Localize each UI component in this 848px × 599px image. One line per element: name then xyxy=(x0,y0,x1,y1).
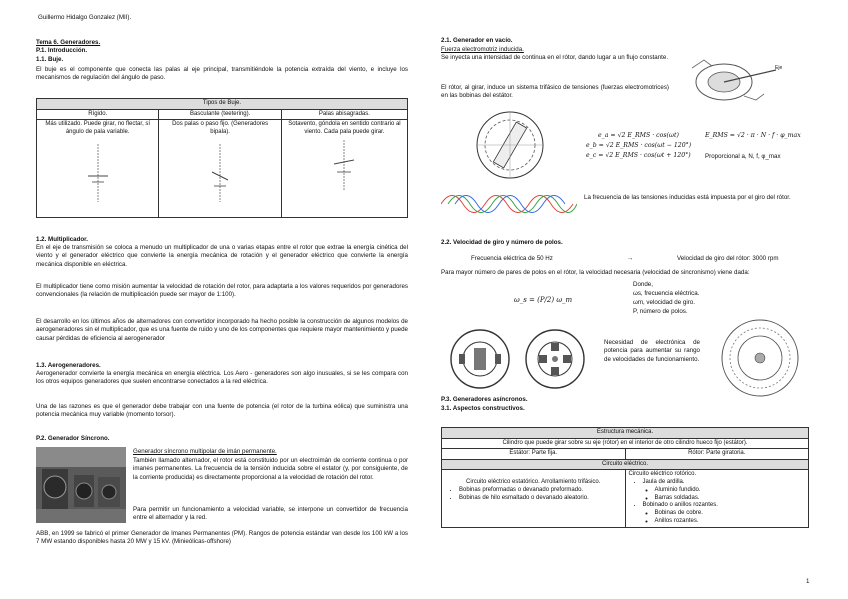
rigid-hub-figure xyxy=(78,142,118,204)
donde-omega-m: ωm, velocidad de giro. xyxy=(633,299,695,306)
section-3-1-heading: 3.1. Aspectos constructivos. xyxy=(441,405,525,412)
rotor-sketch-figure xyxy=(684,48,784,108)
p2-subheading: Generador síncrono multipolar de imán permanente. xyxy=(133,448,277,455)
buje-cell-rigido xyxy=(37,120,159,218)
multiplicador-paragraph-3: El desarrollo en los últimos años de alternadores con convertidor incorporado ha hecho posible la construcción de algunos modelos de aerogeneradores sin el multiplicador, que es una fuente de ruido y uno de los componentes que requiere mayor mantenimiento y puede causar pérdidas de eficiencia al aerogenerador xyxy=(36,318,408,342)
arrow-symbol: → xyxy=(627,255,634,262)
buje-header-abisagradas: Palas abisagradas. xyxy=(281,109,407,120)
bobinado-label: Bobinado o anillos rozantes. xyxy=(642,502,718,509)
page-number: 1 xyxy=(806,578,810,585)
buje-table-title: Tipos de Buje. xyxy=(37,99,408,110)
structure-table-title: Estructura mecánica. xyxy=(442,428,809,439)
equation-ec: e_c = √2 E_RMS · cos(ωt + 120°) xyxy=(586,152,691,159)
section-p2-heading: P.2. Generador Síncrono. xyxy=(36,435,110,442)
electric-frequency-label: Frecuencia eléctrica de 50 Hz xyxy=(471,255,553,262)
anillos-sub-cobre: ◦ Bobinas de cobre. xyxy=(655,510,806,518)
section-p3-heading: P.3. Generadores asíncronos. xyxy=(441,396,528,403)
section-1-3-heading: 1.3. Aerogeneradores. xyxy=(36,362,101,369)
author-header: Guillermo Hidalgo Gonzalez (MII). xyxy=(38,14,132,21)
buje-paragraph: El buje es el componente que conecta las palas al eje principal, transmitiéndole la potencia extraída del viento, e incluye los mecanismos de regulación del ángulo de paso. xyxy=(36,66,408,82)
rotor-item-jaula xyxy=(643,479,806,502)
equation-ea: e_a = √2 E_RMS · cos(ωt) xyxy=(598,132,679,139)
buje-header-rigido: Rígido. xyxy=(37,109,159,120)
buje-cell-rigido-text: Más utilizado. Puede girar, no flectar, sí ángulo de pala variable. xyxy=(45,121,151,135)
vacio-paragraph-2: El rótor, al girar, induce un sistema trifásico de tensiones (fuerzas electromotrices) en las bobinas del estátor. xyxy=(441,84,669,100)
synchronous-speed-formula: ω_s = (P/2) ω_m xyxy=(514,296,573,304)
rotor-circuit-title: Circuito eléctrico rotórico. xyxy=(628,471,697,478)
stator-circuit-title: Circuito eléctrico estatórico. Arrollamiento trifásico. xyxy=(466,479,601,486)
mechanical-structure-table xyxy=(441,427,809,528)
stator-item-esmaltado: • Bobinas de hilo esmaltado o devanado aleatorio. xyxy=(459,495,622,503)
equation-erms: E_RMS = √2 · π · N · f · φ_max xyxy=(705,132,801,139)
equation-eb: e_b = √2 E_RMS · cos(ωt − 120°) xyxy=(586,142,692,149)
vacio-paragraph-1: Se inyecta una intensidad de continua en el rótor, dando lugar a un flujo constante. xyxy=(441,54,669,61)
section-1-1-heading: 1.1. Buje. xyxy=(36,56,64,63)
rotor-speed-label: Velocidad de giro del rótor: 3000 rpm xyxy=(677,255,779,262)
teetering-hub-figure xyxy=(200,142,240,204)
donde-p: P, número de polos. xyxy=(633,308,688,315)
multipole-generator-figure xyxy=(720,318,800,398)
estator-cell: Estátor: Parte fija. xyxy=(442,449,626,460)
document-title: Tema 6. Generadores. xyxy=(36,39,101,46)
multiplicador-paragraph-1: En el eje de transmisión se coloca a menudo un multiplicador de una o varias etapas entre el rotor que extrae la energía cinética del viento y el generador eléctrico que convierte la energía mecánica de rotación y el generador eléctrico que convierte la energía mecánica disponible en eléctrica. xyxy=(36,244,408,268)
buje-cell-abisagradas xyxy=(281,120,407,218)
eje-label: Eje xyxy=(775,65,783,71)
jaula-label: Jaula de ardilla. xyxy=(642,478,685,485)
buje-cell-basculante xyxy=(159,120,281,218)
frequency-imposed-text: La frecuencia de las tensiones inducidas está impuesta por el giro del rótor. xyxy=(584,194,791,201)
section-1-2-heading: 1.2. Multiplicador. xyxy=(36,236,88,243)
buje-types-table xyxy=(36,98,408,218)
sincrono-paragraph-1: También llamado alternador, el rotor está constituido por un electroimán de corriente continua o por imanes permanentes. La frecuencia de la tensión inducida sobre el estator (y, por consiguiente, de la corriente producida) es directamente proporcional a la velocidad de rotación del rotor. xyxy=(133,457,408,481)
section-2-2-heading: 2.2. Velocidad de giro y número de polos. xyxy=(441,239,563,246)
proportional-label: Proporcional a, N, f, φ_max xyxy=(705,153,781,160)
poles-paragraph: Para mayor número de pares de polos en el rótor, la velocidad necesaria (velocidad de sincronismo) viene dada: xyxy=(441,269,750,276)
fem-subheading: Fuerza electromotriz inducida. xyxy=(441,46,524,53)
jaula-sub-barras: ◦ Barras soldadas. xyxy=(655,495,806,503)
rotor-cell: Rótor: Parte giratoria. xyxy=(625,449,809,460)
donde-label: Donde, xyxy=(633,281,653,288)
rotor-item-bobinado xyxy=(643,502,806,525)
stator-circuit-cell xyxy=(442,470,626,527)
hinged-hub-figure xyxy=(324,138,364,192)
section-p1-heading: P.1. Introducción. xyxy=(36,47,88,54)
aerogeneradores-paragraph-1: Aerogenerador convierte la energía mecánica en energía eléctrica. Los Aero - generadores son algo inusuales, si se les compara con los otros equipos generadores que suelen encontrarse conectados a la red eléctrica. xyxy=(36,370,408,386)
power-electronics-note: Necesidad de electrónica de potencia para aumentar su rango de velocidades de funcionamiento. xyxy=(604,339,700,363)
jaula-sub-aluminio: ◦ Aluminio fundido. xyxy=(655,487,806,495)
generator-photo xyxy=(36,447,126,523)
electric-circuit-header: Circuito eléctrico. xyxy=(442,459,809,470)
aerogeneradores-paragraph-2: Una de las razones es que el generador debe trabajar con una fuente de potencia (el rotor de la turbina eólica) que suministra una potencia mecánica muy variable (momento torsor). xyxy=(36,403,408,419)
sincrono-paragraph-3: ABB, en 1999 se fabricó el primer Generador de Imanes Permanentes (PM). Rangos de potencia estándar van desde los 100 kW a los 7 MW estando disponibles hasta 20 MW y 15 kV. (Minieólicas-offshore) xyxy=(36,530,408,546)
buje-cell-basculante-text: Dos palas o paso fijo. (Generadores bipala). xyxy=(172,121,269,135)
anillos-sub-rozantes: ◦ Anillos rozantes. xyxy=(655,518,806,526)
four-pole-rotor-figure xyxy=(524,328,586,390)
stator-item-preformadas: • Bobinas preformadas o devanado preformado. xyxy=(459,487,622,495)
section-2-1-heading: 2.1. Generador en vacío. xyxy=(441,37,513,44)
donde-omega-s: ωs, frecuencia eléctrica. xyxy=(633,290,700,297)
buje-header-basculante: Basculante (teetering). xyxy=(159,109,281,120)
sincrono-paragraph-2: Para permitir un funcionamiento a velocidad variable, se interpone un convertidor de frecuencia entre el alternador y la red. xyxy=(133,506,408,522)
three-phase-waveform-figure xyxy=(441,187,577,221)
rotor-circuit-cell xyxy=(625,470,809,527)
structure-cylinder-row: Cilindro que puede girar sobre su eje (rótor) en el interior de otro cilindro hueco fijo (estátor). xyxy=(442,438,809,449)
buje-cell-abisagradas-text: Sotavento, góndola en sentido contrario al viento. Cada pala puede girar. xyxy=(288,121,401,135)
two-pole-rotor-figure xyxy=(449,328,511,390)
generator-cross-section-figure xyxy=(474,108,546,182)
multiplicador-paragraph-2: El multiplicador tiene como misión aumentar la velocidad de rotación del rotor, para adaptarla a los valores requeridos por generadores convencionales (la relación de multiplicación puede ser mayor de 1:100). xyxy=(36,283,408,299)
